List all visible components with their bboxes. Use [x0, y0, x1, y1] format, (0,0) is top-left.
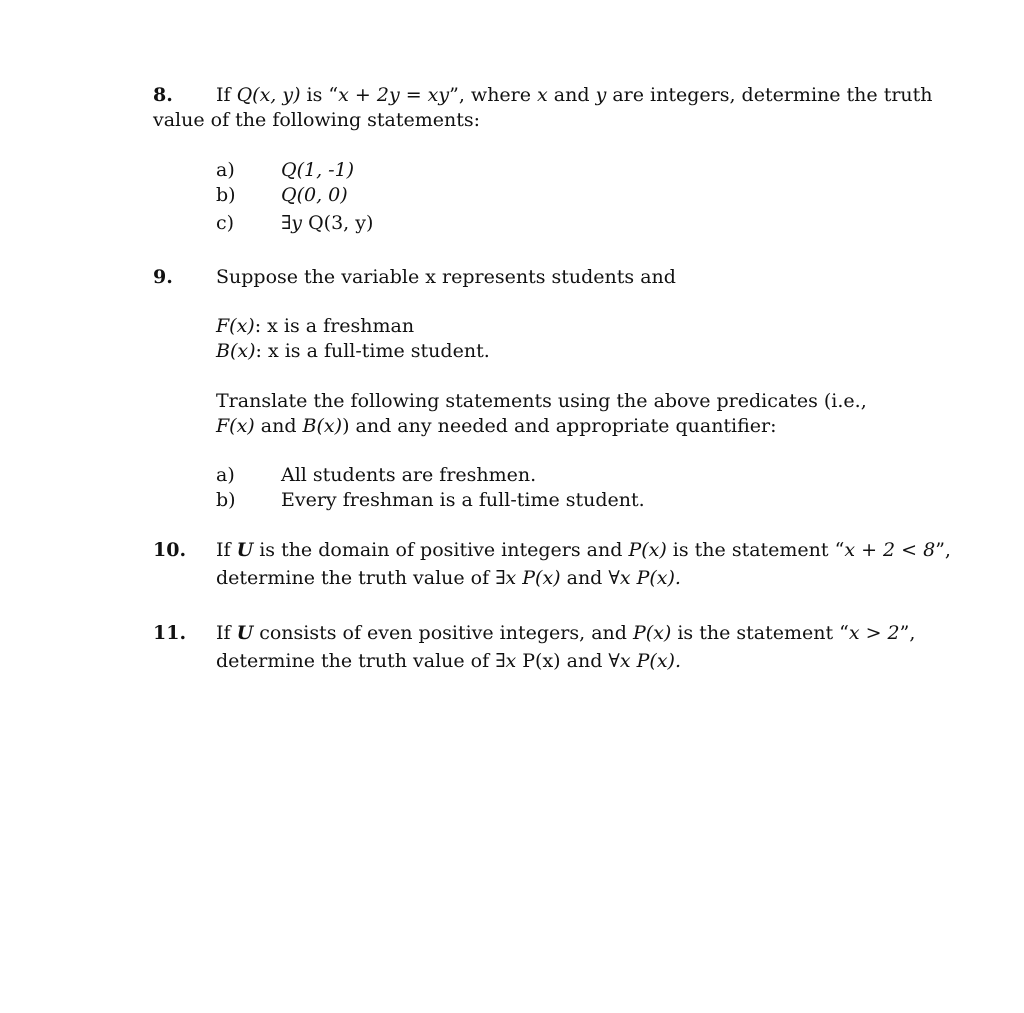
question-11-line-2 — [216, 649, 681, 674]
predicate-p: P(x) — [628, 539, 667, 561]
q10-text: If — [216, 539, 237, 561]
q11-text: If — [216, 622, 237, 644]
q11-inequality: x > 2 — [848, 622, 900, 644]
question-9-number: 9. — [153, 266, 173, 288]
q9-definition-f — [216, 314, 414, 339]
question-10-line-2 — [216, 566, 681, 591]
q8-text: are integers, determine the truth — [606, 84, 933, 106]
q9-item-a-text: All students are freshmen. — [281, 464, 537, 486]
q10-text: determine the truth value of — [216, 567, 496, 589]
q10-text: and — [560, 567, 609, 589]
q11-text: P(x) — [516, 650, 561, 672]
q10-inequality: x + 2 < 8 — [844, 539, 936, 561]
q9-def-text: : x is a freshman — [254, 315, 415, 337]
q9-definition-b — [216, 339, 490, 364]
question-11-number: 11. — [153, 622, 187, 644]
q9-text: ) and any needed and appropriate quantifier: — [342, 415, 777, 437]
q10-text: is the domain of positive integers and — [253, 539, 629, 561]
q8-text: If — [216, 84, 237, 106]
q10-text: ”, — [935, 539, 951, 561]
q8-item-c-expr — [281, 211, 373, 236]
exists-quantifier: ∃x P(x) — [495, 567, 561, 589]
q8-item-a-expr: Q(1, -1) — [281, 159, 355, 181]
question-8-line-2: value of the following statements: — [153, 109, 481, 131]
q8-item-c-predicate: Q(3, y) — [302, 212, 374, 234]
forall-quantifier: ∀x P(x). — [608, 650, 681, 672]
predicate-f: F(x) — [216, 315, 255, 337]
q11-text: is the statement “ — [671, 622, 849, 644]
predicate-b: B(x) — [216, 340, 256, 362]
q8-item-b-label: b) — [216, 184, 236, 206]
predicate-p: P(x) — [632, 622, 672, 644]
q11-text: ”, — [899, 622, 916, 644]
q8-text: ”, where — [449, 84, 538, 106]
q8-predicate: Q(x, y) — [236, 84, 301, 106]
question-8-line-1 — [216, 83, 933, 108]
domain-u: U — [236, 622, 254, 644]
question-10-number: 10. — [153, 539, 187, 561]
predicate-f: F(x) — [216, 415, 255, 437]
q8-equation: x + 2y = xy — [338, 84, 450, 106]
exists-quantifier: ∃x — [495, 650, 517, 672]
domain-u: U — [236, 539, 254, 561]
q8-item-a-label: a) — [216, 159, 235, 181]
q9-instruction-line-1: Translate the following statements using the above predicates (i.e., — [216, 390, 867, 412]
q9-item-b-text: Every freshman is a full-time student. — [281, 489, 645, 511]
predicate-b: B(x) — [302, 415, 343, 437]
q11-text: consists of even positive integers, and — [253, 622, 633, 644]
q11-text: determine the truth value of — [216, 650, 496, 672]
q9-item-a-label: a) — [216, 464, 235, 486]
q9-def-text: : x is a full-time student. — [255, 340, 490, 362]
q8-text: and — [547, 84, 596, 106]
question-10-line-1 — [216, 538, 951, 563]
q8-text: is “ — [300, 84, 339, 106]
question-11-line-1 — [216, 621, 915, 646]
q11-text: and — [560, 650, 609, 672]
question-8-number: 8. — [153, 84, 173, 106]
q10-text: is the statement “ — [666, 539, 845, 561]
q8-var-x: x — [537, 84, 548, 106]
question-9-intro: Suppose the variable x represents students and — [216, 266, 676, 288]
q9-item-b-label: b) — [216, 489, 236, 511]
q8-item-b-expr: Q(0, 0) — [281, 184, 348, 206]
exists-quantifier: ∃y — [281, 212, 303, 234]
q9-instruction-line-2 — [216, 414, 777, 439]
q8-var-y: y — [595, 84, 607, 106]
q9-text: and — [254, 415, 303, 437]
forall-quantifier: ∀x P(x). — [608, 567, 681, 589]
q8-item-c-label: c) — [216, 212, 235, 234]
